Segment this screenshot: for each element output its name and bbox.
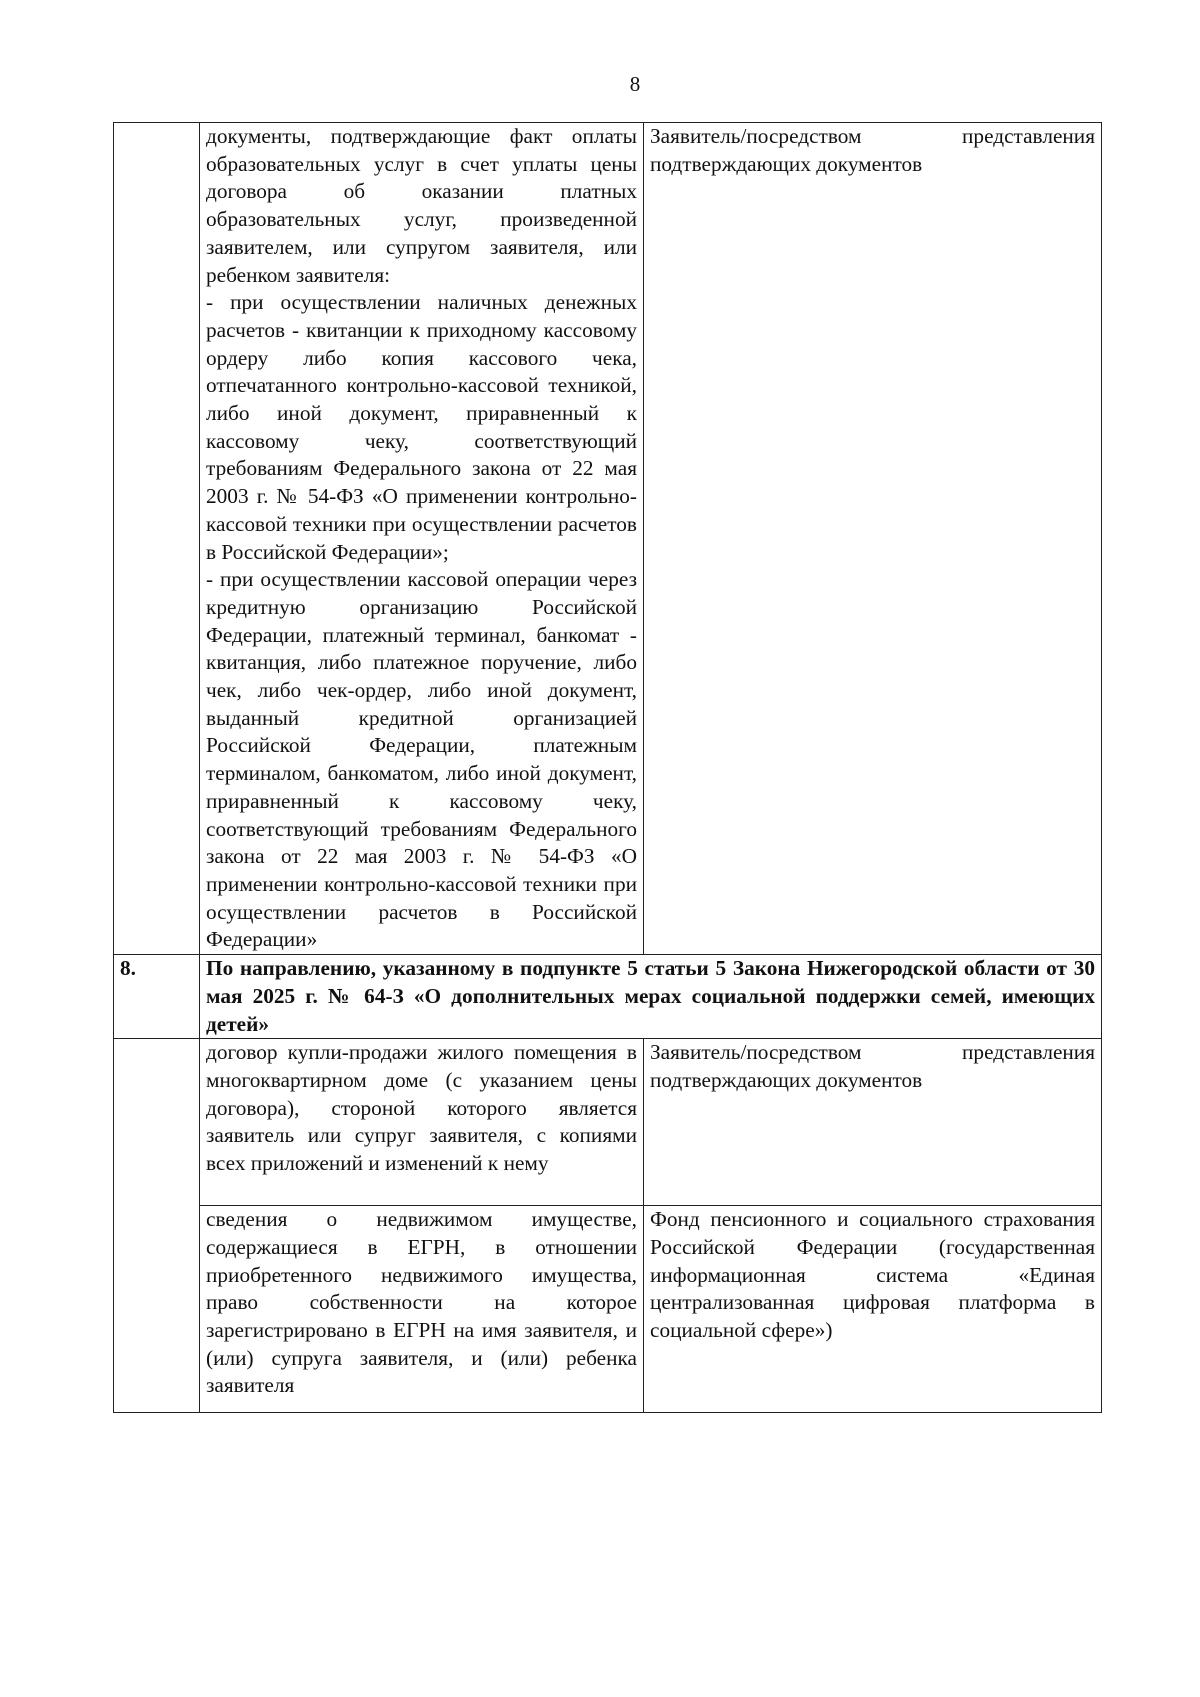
table-row [114,123,1102,955]
empty-number-cell [114,1039,200,1413]
document-cell [200,1039,644,1206]
source-cell: Заявитель/посредством представления подтверждающих документов [644,123,1102,955]
document-cell [200,123,644,955]
table-row [114,1206,1102,1413]
document-paragraph: - при осуществлении кассовой операции через кредитную организацию Российской Федерации, платежный терминал, банкомат - квитанция, либо платежное поручение, либо чек, либо чек-ордер, либо иной документ, выданный кредитной организацией Российской Федерации, платежным терминалом, банкоматом, либо иной документ, приравненный к кассовому чеку, соответствующий требованиям Федерального закона от 22 мая 2003 г. № 54-ФЗ «О применении контрольно-кассовой техники при осуществлении расчетов в Российской Федерации» [206,567,637,952]
documents-table [113,122,1102,1413]
document-text: договор купли-продажи жилого помещения в многоквартирном доме (с указанием цены договора), стороной которого является заявитель или супруг заявителя, с копиями всех приложений и изменений к нему [206,1040,637,1176]
section-title: По направлению, указанному в подпункте 5 статьи 5 Закона Нижегородской области от 30 мая 2025 г. № 64-З «О дополнительных мерах социальной поддержки семей, имеющих детей» [200,955,1102,1039]
table-row [114,1039,1102,1206]
source-cell: Заявитель/посредством представления подтверждающих документов [644,1039,1102,1206]
row-number-cell [114,123,200,955]
source-cell: Фонд пенсионного и социального страхования Российской Федерации (государственная информационная система «Единая централизованная цифровая платформа в социальной сфере») [644,1206,1102,1413]
document-text: сведения о недвижимом имуществе, содержащиеся в ЕГРН, в отношении приобретенного недвижимого имущества, право собственности на которое зарегистрировано в ЕГРН на имя заявителя, и (или) супруга заявителя, и (или) ребенка заявителя [206,1207,637,1398]
section-header-row [114,955,1102,1039]
page-number: 8 [629,72,641,96]
document-paragraph: документы, подтверждающие факт оплаты образовательных услуг в счет уплаты цены договора об оказании платных образовательных услуг, произведенной заявителем, или супругом заявителя, или ребенком заявителя: [206,124,637,287]
document-paragraph: - при осуществлении наличных денежных расчетов - квитанции к приходному кассовому ордеру либо копия кассового чека, отпечатанного контрольно-кассовой техникой, либо иной документ, приравненный к кассовому чеку, соответствующий требованиям Федерального закона от 22 мая 2003 г. № 54-ФЗ «О применении контрольно-кассовой техники при осуществлении расчетов в Российской Федерации»; [206,290,637,564]
section-number: 8. [114,955,200,1039]
document-cell [200,1206,644,1413]
